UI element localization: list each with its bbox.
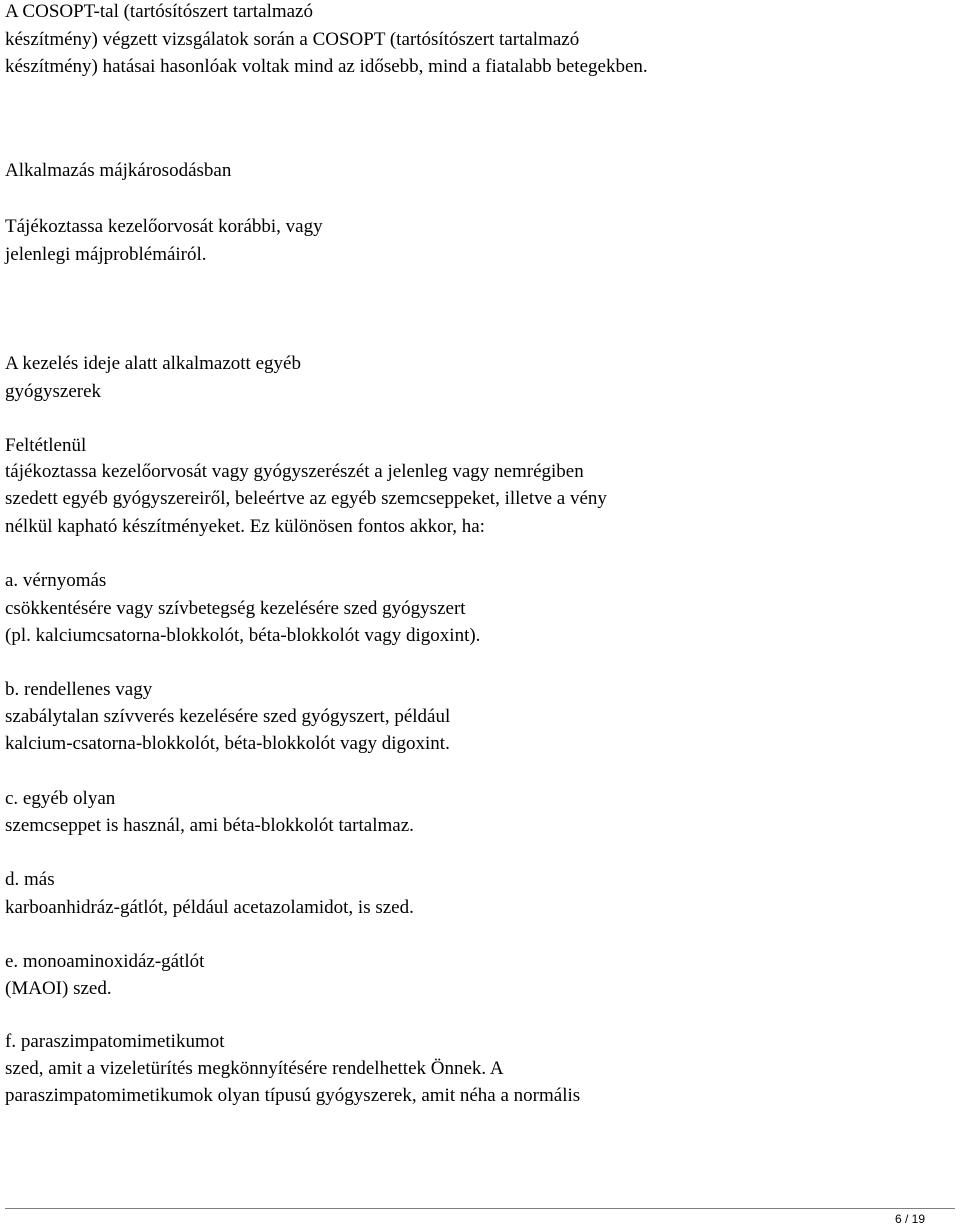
list-item-label: b. rendellenes vagy (5, 679, 153, 700)
section-heading: Alkalmazás májkárosodásban (5, 160, 232, 181)
list-item-text: (MAOI) szed. (5, 978, 112, 999)
page-number: 6 / 19 (894, 1212, 925, 1226)
list-item-text: szed, amit a vizeletürítés megkönnyítésére rendelhettek Önnek. A (5, 1058, 504, 1079)
list-item-text: (pl. kalciumcsatorna-blokkolót, béta-blokkolót vagy digoxint). (5, 625, 481, 646)
list-item-text: paraszimpatomimetikumok olyan típusú gyógyszerek, amit néha a normális (5, 1085, 581, 1106)
text-line: készítmény) végzett vizsgálatok során a COSOPT (tartósítószert tartalmazó (5, 29, 580, 50)
list-item-label: d. más (5, 869, 55, 890)
text-line: Tájékoztassa kezelőorvosát korábbi, vagy (5, 216, 323, 237)
footer-divider (5, 1208, 955, 1209)
section-heading: A kezelés ideje alatt alkalmazott egyéb (5, 353, 301, 374)
list-item-label: f. paraszimpatomimetikumot (5, 1031, 225, 1052)
list-item-text: szabálytalan szívverés kezelésére szed gyógyszert, például (5, 706, 451, 727)
list-item-label: e. monoaminoxidáz-gátlót (5, 951, 205, 972)
list-item-label: c. egyéb olyan (5, 788, 116, 809)
list-item-text: kalcium-csatorna-blokkolót, béta-blokkolót vagy digoxint. (5, 733, 450, 754)
text-line: A COSOPT-tal (tartósítószert tartalmazó (5, 1, 313, 22)
text-line: Feltétlenül (5, 435, 87, 456)
text-line: szedett egyéb gyógyszereiről, beleértve az egyéb szemcseppeket, illetve a vény (5, 488, 607, 509)
list-item-text: szemcseppet is használ, ami béta-blokkolót tartalmaz. (5, 815, 414, 836)
text-line: tájékoztassa kezelőorvosát vagy gyógyszerészét a jelenleg vagy nemrégiben (5, 461, 584, 482)
list-item-text: karboanhidráz-gátlót, például acetazolamidot, is szed. (5, 897, 414, 918)
list-item-text: csökkentésére vagy szívbetegség kezelésére szed gyógyszert (5, 598, 466, 619)
text-line: nélkül kapható készítményeket. Ez különösen fontos akkor, ha: (5, 516, 485, 537)
section-heading: gyógyszerek (5, 381, 102, 402)
text-line: készítmény) hatásai hasonlóak voltak mind az idősebb, mind a fiatalabb betegekben. (5, 56, 648, 77)
text-line: jelenlegi májproblémáiról. (5, 244, 207, 265)
list-item-label: a. vérnyomás (5, 570, 107, 591)
